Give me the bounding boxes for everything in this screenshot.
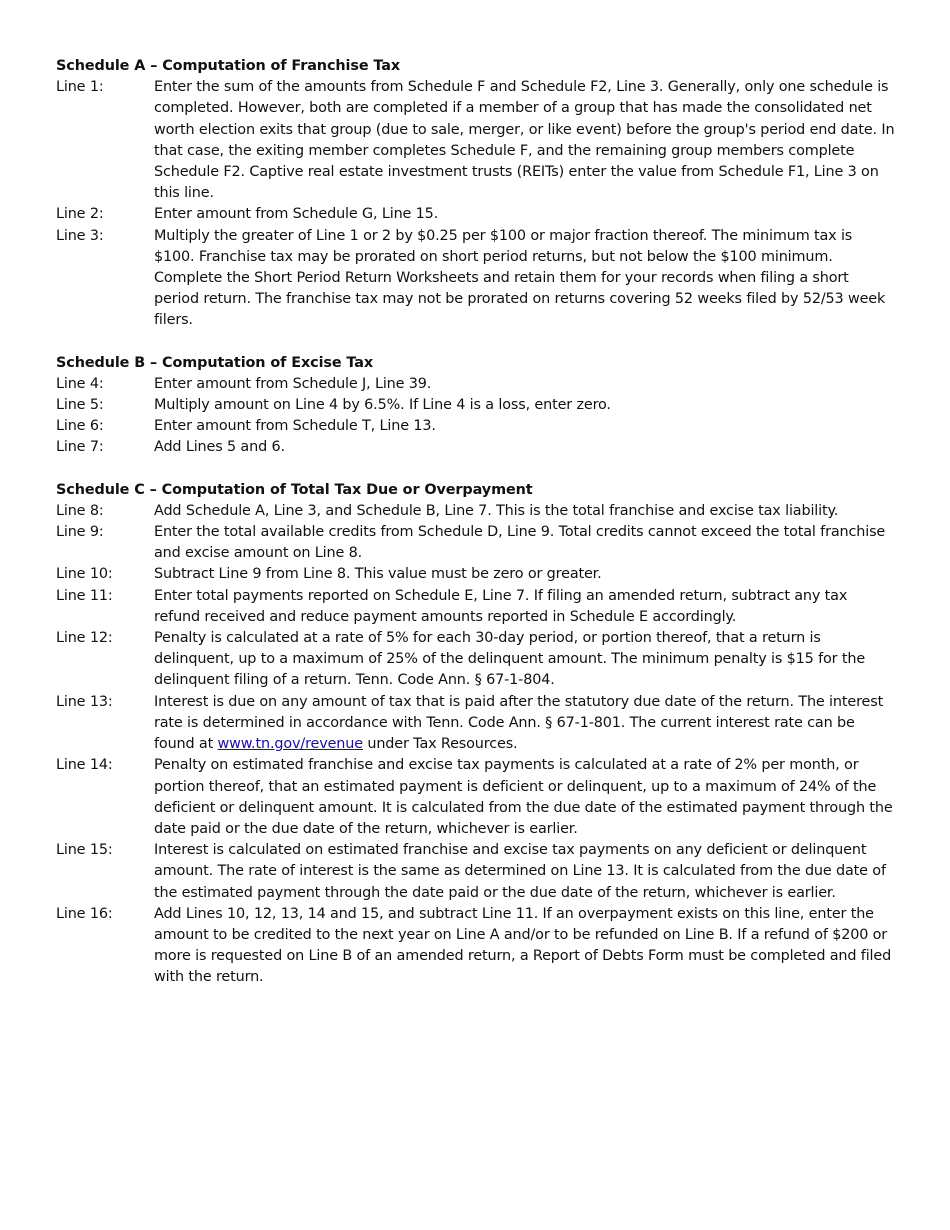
line-9-text: Enter the total available credits from Schedule D, Line 9. Total credits cannot exceed the total franchise and excise amount on Line 8. [154, 524, 886, 562]
line-4-label: Line 4: [56, 375, 104, 392]
line-11-label: Line 11: [56, 587, 113, 604]
line-15-label: Line 15: [56, 842, 113, 859]
line-8-text: Add Schedule A, Line 3, and Schedule B, Line 7. This is the total franchise and excise tax liability. [154, 502, 839, 519]
schedule-b-heading: Schedule B – Computation of Excise Tax [56, 354, 374, 371]
line-1-row [56, 77, 896, 204]
line-6-text: Enter amount from Schedule T, Line 13. [154, 418, 436, 435]
line-15-row [56, 840, 896, 904]
line-1-label: Line 1: [56, 79, 104, 96]
line-3-text: Multiply the greater of Line 1 or 2 by $0.25 per $100 or major fraction thereof. The minimum tax is $100. Franchise tax may be prorated on short period returns, but not below the $100 minimum. Complete the Short Period Return Worksheets and retain them for your records when filing a short period return. The franchise tax may not be prorated on returns covering 52 weeks filed by 52/53 week filers. [154, 227, 886, 329]
line-9-label: Line 9: [56, 524, 104, 541]
line-1-text: Enter the sum of the amounts from Schedule F and Schedule F2, Line 3. Generally, only one schedule is completed. However, both are completed if a member of a group that has made the consolidated net worth election exits that group (due to sale, merger, or like event) before the group's period end date. In that case, the exiting member completes Schedule F, and the remaining group members complete Schedule F2. Captive real estate investment trusts (REITs) enter the value from Schedule F1, Line 3 on this line. [154, 79, 895, 202]
line-2-text: Enter amount from Schedule G, Line 15. [154, 206, 439, 223]
instructions-page [56, 56, 896, 1010]
line-2-label: Line 2: [56, 206, 104, 223]
line-16-row [56, 904, 896, 989]
line-11-row [56, 586, 896, 628]
line-3-label: Line 3: [56, 227, 104, 244]
line-10-label: Line 10: [56, 566, 113, 583]
schedule-a-section [56, 56, 896, 332]
line-12-label: Line 12: [56, 630, 113, 647]
line-12-row [56, 628, 896, 692]
line-10-row [56, 564, 896, 585]
line-12-text: Penalty is calculated at a rate of 5% for each 30-day period, or portion thereof, that a return is delinquent, up to a maximum of 25% of the delinquent amount. The minimum penalty is $15 for the delinquent filing of a return. Tenn. Code Ann. § 67-1-804. [154, 630, 866, 689]
line-9-row [56, 522, 896, 564]
schedule-c-heading: Schedule C – Computation of Total Tax Due or Overpayment [56, 481, 533, 498]
line-7-label: Line 7: [56, 439, 104, 456]
line-4-text: Enter amount from Schedule J, Line 39. [154, 375, 432, 392]
line-16-text: Add Lines 10, 12, 13, 14 and 15, and subtract Line 11. If an overpayment exists on this line, enter the amount to be credited to the next year on Line A and/or to be refunded on Line B. If a refund of $200 or more is requested on Line B of an amended return, a Report of Debts Form must be completed and filed with the return. [154, 905, 892, 986]
line-5-text: Multiply amount on Line 4 by 6.5%. If Line 4 is a loss, enter zero. [154, 397, 611, 414]
line-14-label: Line 14: [56, 757, 113, 774]
line-8-row [56, 501, 896, 522]
schedule-c-section [56, 480, 896, 989]
line-6-label: Line 6: [56, 418, 104, 435]
line-4-row [56, 374, 896, 395]
line-14-text: Penalty on estimated franchise and excise tax payments is calculated at a rate of 2% per month, or portion thereof, that an estimated payment is deficient or delinquent, up to a maximum of 24% of the deficient or delinquent amount. It is calculated from the due date of the estimated payment through the date paid or the due date of the return, whichever is earlier. [154, 757, 893, 837]
line-13-text-after: under Tax Resources. [362, 736, 518, 753]
line-2-row [56, 204, 896, 225]
tn-revenue-link[interactable]: www.tn.gov/revenue [217, 736, 363, 753]
schedule-a-heading: Schedule A – Computation of Franchise Tax [56, 58, 401, 74]
line-5-row [56, 395, 896, 416]
line-16-label: Line 16: [56, 905, 113, 922]
line-14-row [56, 755, 896, 840]
line-11-text: Enter total payments reported on Schedule E, Line 7. If filing an amended return, subtract any tax refund received and reduce payment amounts reported in Schedule E accordingly. [154, 587, 848, 625]
line-13-row [56, 692, 896, 756]
line-10-text: Subtract Line 9 from Line 8. This value must be zero or greater. [154, 566, 602, 583]
line-13-text [154, 692, 896, 756]
line-5-label: Line 5: [56, 397, 104, 414]
line-15-text: Interest is calculated on estimated franchise and excise tax payments on any deficient or delinquent amount. The rate of interest is the same as determined on Line 13. It is calculated from the due date of the estimated payment through the date paid or the due date of the return, whichever is earlier. [154, 842, 886, 901]
line-7-text: Add Lines 5 and 6. [154, 439, 285, 456]
line-6-row [56, 416, 896, 437]
line-8-label: Line 8: [56, 502, 104, 519]
line-13-text-before: Interest is due on any amount of tax that is paid after the statutory due date of the return. The interest rate is determined in accordance with Tenn. Code Ann. § 67-1-801. The current interest rate can be found at [154, 693, 884, 753]
line-13-label: Line 13: [56, 693, 113, 710]
line-7-row [56, 437, 896, 458]
schedule-b-section [56, 353, 896, 459]
line-3-row [56, 226, 896, 332]
